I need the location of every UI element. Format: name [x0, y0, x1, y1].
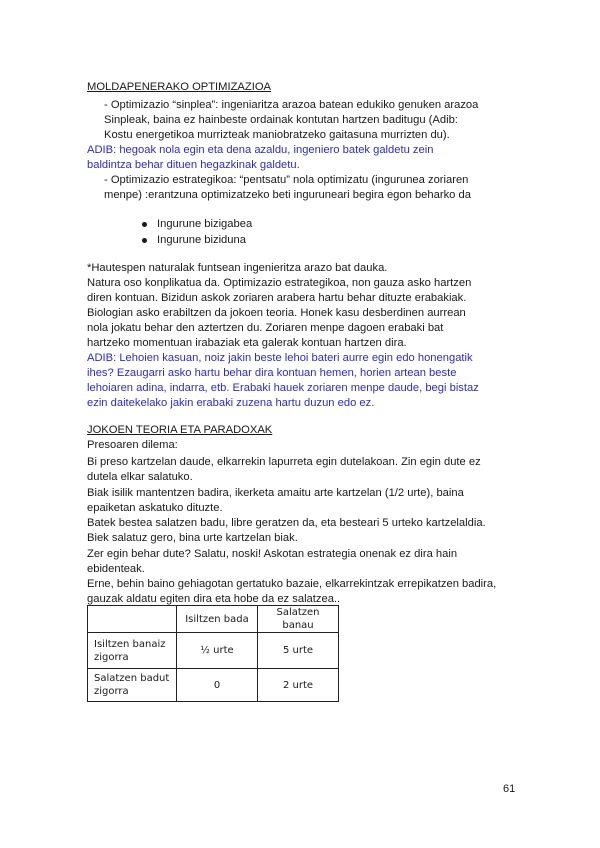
table-header-cell: Isiltzen bada	[177, 606, 258, 633]
table-cell: ½ urte	[177, 633, 258, 669]
example-line: baldintza behar dituen hegazkinak galdetu.	[87, 159, 300, 171]
paragraph-line: - Optimizazio “sinplea”: ingeniaritza arazoa batean edukiko genuken arazoa	[104, 99, 479, 111]
table-row	[88, 669, 339, 702]
paragraph-line: diren kontuan. Bizidun askok zoriaren arabera hartu behar dituzte erabakiak.	[87, 292, 467, 304]
paragraph-line: Batek bestea salatzen badu, libre geratzen da, eta besteari 5 urteko kartzelaldia.	[87, 517, 486, 529]
paragraph-line: Sinpleak, baina ez hainbeste ordainak kontutan hartzen baditugu (Adib:	[104, 114, 458, 126]
paragraph-line: hartzeko momentuan irabaziak eta galerak kontuan hartzen dira.	[87, 337, 407, 349]
bullet-icon	[142, 222, 147, 227]
table-row	[88, 633, 339, 669]
paragraph-line: - Optimizazio estrategikoa: “pentsatu” nola optimizatu (ingurunea zoriaren	[104, 174, 469, 186]
example-line: ADIB: Lehoien kasuan, noiz jakin beste lehoi bateri aurre egin edo honengatik	[87, 352, 473, 364]
paragraph-line: Bi preso kartzelan daude, elkarrekin lapurreta egin dutelakoan. Zin egin dute ez	[87, 456, 481, 468]
paragraph-line: *Hautespen naturalak funtsean ingenieritza arazo bat dauka.	[87, 262, 388, 274]
paragraph-line: Biek salatuz gero, bina urte kartzelan biak.	[87, 532, 298, 544]
row-label-line: zigorra	[94, 651, 129, 663]
bullet-item: Ingurune biziduna	[157, 234, 246, 246]
table-cell: 5 urte	[258, 633, 339, 669]
paragraph-line: Natura oso konplikatua da. Optimizazio estrategikoa, non gauza asko hartzen	[87, 277, 472, 289]
row-label-line: zigorra	[94, 686, 129, 697]
paragraph-line: ebidenteak.	[87, 563, 145, 575]
table-row-label	[88, 669, 177, 702]
table-header-cell	[88, 606, 177, 633]
row-label-line: Isiltzen banaiz	[94, 638, 166, 650]
example-line: ezin daitekelako jakin erabaki zuzena hartu duzun edo ez.	[87, 397, 375, 409]
example-line: ihes? Ezaugarri asko hartu behar dira kontuan hemen, horien artean beste	[87, 367, 457, 379]
table-row-label	[88, 633, 177, 669]
prisoners-dilemma-table	[87, 605, 339, 702]
paragraph-line: nola jokatu behar den aztertzen du. Zoriaren menpe dagoen erabaki bat	[87, 322, 444, 334]
table-header-cell: Salatzen banau	[258, 606, 339, 633]
paragraph-line: Presoaren dilema:	[87, 439, 178, 451]
paragraph-line: Kostu energetikoa murrizteak maniobratzeko gaitasuna murrizten du).	[104, 129, 450, 141]
page-number: 61	[503, 783, 516, 795]
paragraph-line: Zer egin behar dute? Salatu, noski! Askotan estrategia onenak ez dira hain	[87, 548, 458, 560]
example-line: ADIB: hegoak nola egin eta dena azaldu, ingeniero batek galdetu zein	[87, 144, 434, 156]
row-label-line: Salatzen badut	[94, 673, 170, 684]
paragraph-line: gauzak aldatu egiten dira eta hobe da ez salatzea..	[87, 593, 341, 605]
paragraph-line: Erne, behin baino gehiagotan gertatuko bazaie, elkarrekintzak errepikatzen badira,	[87, 578, 497, 590]
section-heading-optimization: MOLDAPENERAKO OPTIMIZAZIOA	[87, 81, 271, 93]
table-cell: 2 urte	[258, 669, 339, 702]
paragraph-line: epaiketan askatuko dituzte.	[87, 502, 223, 514]
paragraph-line: dutela elkar salatuko.	[87, 471, 193, 483]
bullet-icon	[142, 238, 147, 243]
paragraph-line: Biologian asko erabiltzen da jokoen teoria. Honek kasu desberdinen aurrean	[87, 307, 466, 319]
paragraph-line: Biak isilik mantentzen badira, ikerketa amaitu arte kartzelan (1/2 urte), baina	[87, 487, 464, 499]
paragraph-line: menpe) :erantzuna optimizatzeko beti inguruneari begira egon beharko da	[104, 189, 471, 201]
example-line: lehoiaren adina, indarra, etb. Erabaki hauek zoriaren menpe daude, begi bistaz	[87, 382, 479, 394]
table-cell: 0	[177, 669, 258, 702]
bullet-item: Ingurune bizigabea	[157, 218, 253, 230]
section-heading-game-theory: JOKOEN TEORIA ETA PARADOXAK	[87, 424, 273, 436]
table-header-row	[88, 606, 339, 633]
